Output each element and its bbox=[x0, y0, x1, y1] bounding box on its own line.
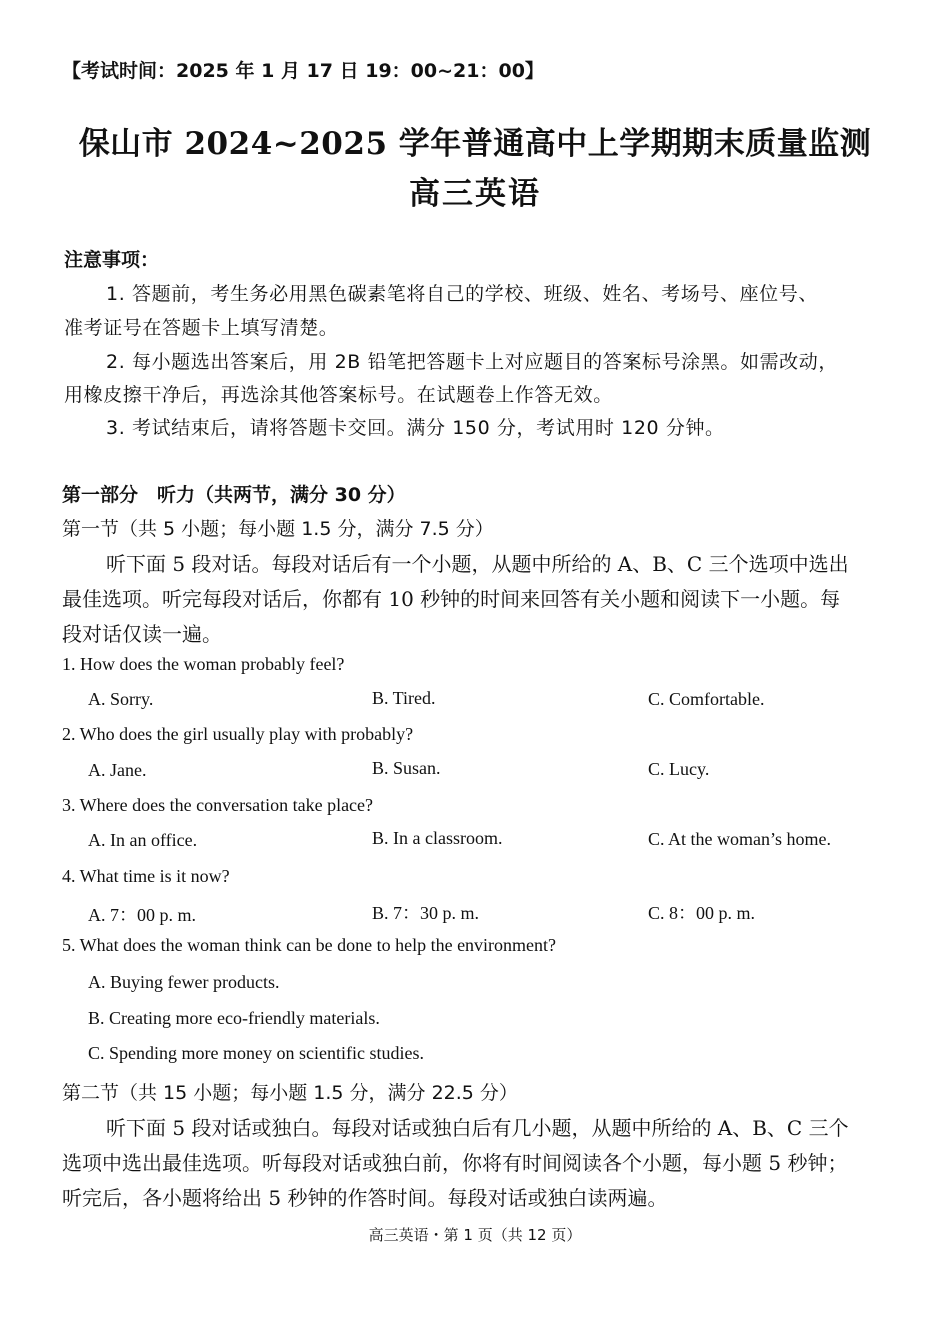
notice-heading: 注意事项： bbox=[64, 249, 160, 271]
section2-intro-line-3: 听完后，各小题将给出 5 秒钟的作答时间。每段对话或独白读两遍。 bbox=[62, 1186, 668, 1210]
section2-intro-line-2: 选项中选出最佳选项。听每段对话或独白前，你将有时间阅读各个小题，每小题 5 秒钟； bbox=[62, 1151, 848, 1175]
question-5-stem: 5. What does the woman think can be done to help the environment? bbox=[62, 935, 557, 955]
question-5-option-c: C. Spending more money on scientific studies. bbox=[88, 1043, 424, 1063]
question-2-option-c: C. Lucy. bbox=[648, 759, 710, 779]
question-1-stem: 1. How does the woman probably feel? bbox=[62, 654, 345, 674]
page-title: 保山市 2024~2025 学年普通高中上学期期末质量监测 bbox=[78, 126, 872, 162]
question-3-option-a: A. In an office. bbox=[88, 830, 198, 850]
question-1-option-a: A. Sorry. bbox=[88, 689, 154, 709]
section1-intro-line-1: 听下面 5 段对话。每段对话后有一个小题，从题中所给的 A、B、C 三个选项中选出 bbox=[106, 552, 849, 576]
subject-title: 高三英语 bbox=[409, 176, 541, 212]
question-2-option-b: B. Susan. bbox=[372, 758, 441, 778]
section2-intro-line-1: 听下面 5 段对话或独白。每段对话或独白后有几小题，从题中所给的 A、B、C 三个 bbox=[106, 1116, 849, 1140]
question-4-option-b: B. 7：30 p. m. bbox=[372, 903, 480, 923]
question-1-option-b: B. Tired. bbox=[372, 688, 436, 708]
question-5-option-b: B. Creating more eco-friendly materials. bbox=[88, 1008, 380, 1028]
question-4-option-c: C. 8：00 p. m. bbox=[648, 903, 756, 923]
section1-heading: 第一节（共 5 小题；每小题 1.5 分，满分 7.5 分） bbox=[62, 518, 494, 540]
section1-intro-line-2: 最佳选项。听完每段对话后，你都有 10 秒钟的时间来回答有关小题和阅读下一小题。每 bbox=[62, 587, 841, 611]
question-3-option-b: B. In a classroom. bbox=[372, 828, 503, 848]
notice-item-3: 3. 考试结束后，请将答题卡交回。满分 150 分，考试用时 120 分钟。 bbox=[106, 417, 725, 439]
page-footer: 高三英语・第 1 页（共 12 页） bbox=[368, 1226, 582, 1244]
notice-item-2-line-1: 2. 每小题选出答案后，用 2B 铅笔把答题卡上对应题目的答案标号涂黑。如需改动， bbox=[106, 351, 838, 373]
question-5-option-a: A. Buying fewer products. bbox=[88, 972, 280, 992]
question-2-option-a: A. Jane. bbox=[88, 760, 147, 780]
exam-time: 【考试时间：2025 年 1 月 17 日 19：00~21：00】 bbox=[62, 60, 544, 82]
question-1-option-c: C. Comfortable. bbox=[648, 689, 765, 709]
question-2-stem: 2. Who does the girl usually play with probably? bbox=[62, 724, 414, 744]
notice-item-2-line-2: 用橡皮擦干净后，再选涂其他答案标号。在试题卷上作答无效。 bbox=[64, 384, 613, 406]
notice-item-1-line-1: 1. 答题前，考生务必用黑色碳素笔将自己的学校、班级、姓名、考场号、座位号、 bbox=[106, 283, 818, 305]
question-3-stem: 3. Where does the conversation take place? bbox=[62, 795, 374, 815]
notice-item-1-line-2: 准考证号在答题卡上填写清楚。 bbox=[64, 317, 339, 339]
section1-intro-line-3: 段对话仅读一遍。 bbox=[62, 622, 222, 646]
question-3-option-c: C. At the woman’s home. bbox=[648, 829, 831, 849]
question-4-option-a: A. 7：00 p. m. bbox=[88, 905, 196, 925]
section2-heading: 第二节（共 15 小题；每小题 1.5 分，满分 22.5 分） bbox=[62, 1082, 518, 1104]
part1-heading: 第一部分 听力（共两节，满分 30 分） bbox=[62, 484, 406, 506]
question-4-stem: 4. What time is it now? bbox=[62, 866, 230, 886]
